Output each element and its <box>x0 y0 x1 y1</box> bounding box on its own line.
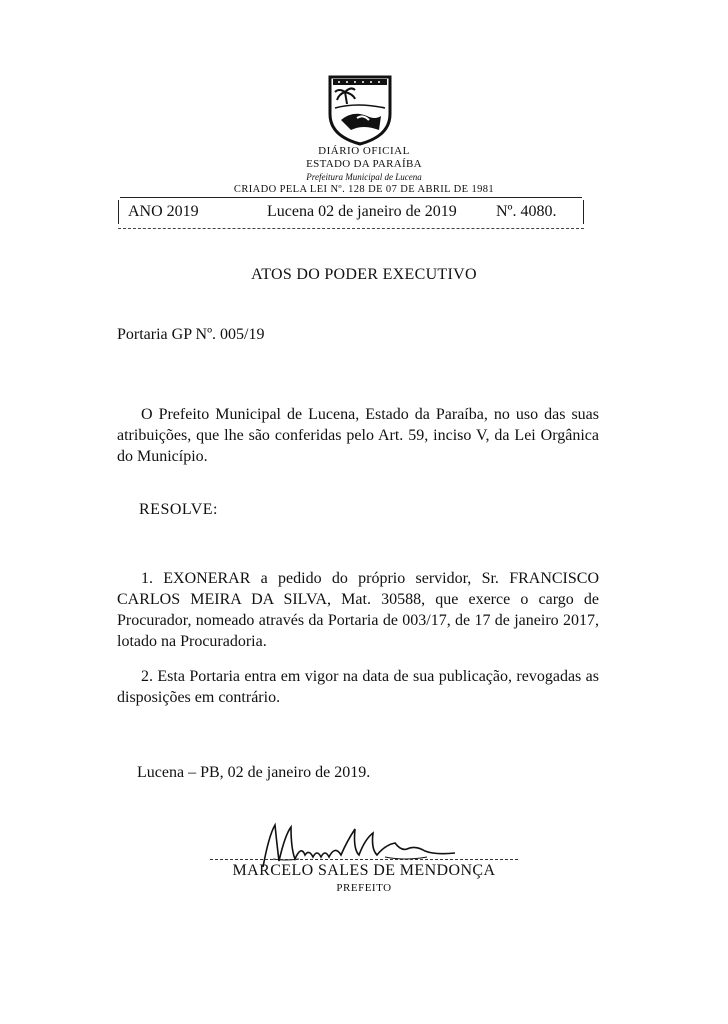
edition-number: Nº. 4080. <box>496 203 557 220</box>
gazette-title: DIÁRIO OFICIAL <box>318 145 410 157</box>
state-name: ESTADO DA PARAÍBA <box>306 158 422 170</box>
item-paragraph-2: 2. Esta Portaria entra em vigor na data de sua publicação, revogadas as disposições em contrário. <box>117 668 599 706</box>
municipality-name: Prefeitura Municipal de Lucena <box>306 172 422 182</box>
signer-name: MARCELO SALES DE MENDONÇA <box>232 862 496 879</box>
header-rule-bottom <box>118 228 584 229</box>
section-title: ATOS DO PODER EXECUTIVO <box>251 266 477 283</box>
edition-date: Lucena 02 de janeiro de 2019 <box>267 203 457 220</box>
item-paragraph-1: 1. EXONERAR a pedido do próprio servidor, Sr. FRANCISCO CARLOS MEIRA DA SILVA, Mat. 30588, que exerce o cargo de Procurador, nomeado através da Portaria de 003/17, de 17 de janeiro 2017, lotado na Procuradoria. <box>117 570 599 650</box>
resolve-heading: RESOLVE: <box>139 501 218 518</box>
place-date: Lucena – PB, 02 de janeiro de 2019. <box>137 764 371 781</box>
signer-role: PREFEITO <box>336 882 392 894</box>
edition-year: ANO 2019 <box>128 203 199 220</box>
municipal-coat-of-arms-icon <box>327 74 393 146</box>
signature-line <box>210 859 518 860</box>
founding-law: CRIADO PELA LEI Nº. 128 DE 07 DE ABRIL DE 1981 <box>233 184 495 195</box>
portaria-number: Portaria GP Nº. 005/19 <box>117 326 265 343</box>
header-rule-top <box>120 197 582 198</box>
preamble-paragraph: O Prefeito Municipal de Lucena, Estado da Paraíba, no uso das suas atribuições, que lhe são conferidas pelo Art. 59, inciso V, da Lei Orgânica do Município. <box>117 406 599 465</box>
